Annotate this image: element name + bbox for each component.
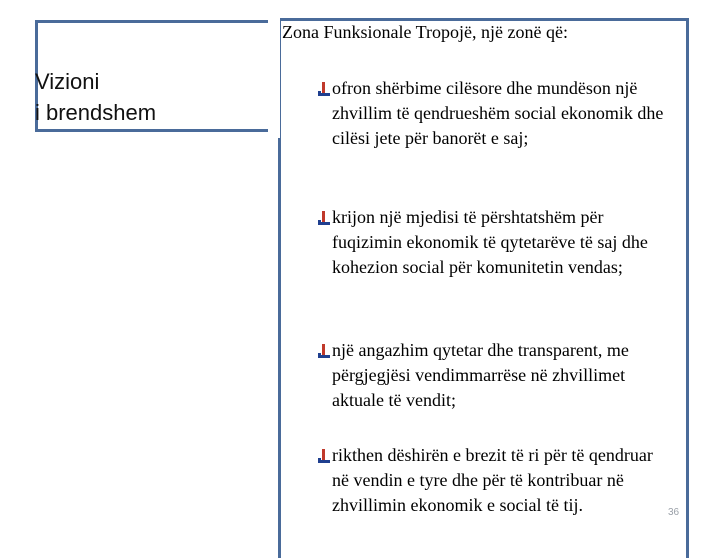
vision-label: Vizioni i brendshem xyxy=(35,69,157,125)
arrow-down-bullet-icon xyxy=(318,82,330,98)
page-number: 36 xyxy=(668,507,680,518)
bullet-text: krijon një mjedisi të përshtatshëm për fuqizimin ekonomik të qytetarëve të saj dhe kohezion social për komunitetin vendas; xyxy=(332,207,648,277)
bullet-text: një angazhim qytetar dhe transparent, me përgjegjësi vendimmarrëse në zhvillimet aktuale të vendit; xyxy=(332,340,629,410)
list-item xyxy=(318,76,670,151)
list-item xyxy=(318,205,670,280)
arrow-down-bullet-icon xyxy=(318,449,330,465)
bullet-text: ofron shërbime cilësore dhe mundëson një zhvillim të qendrueshëm social ekonomik dhe cilësi jete për banorët e saj; xyxy=(332,78,664,148)
bullet-text: rikthen dëshirën e brezit të ri për të qendruar në vendin e tyre dhe për të kontribuar në zhvillimin ekonomik e social të tij. xyxy=(332,445,653,515)
list-item xyxy=(318,338,670,413)
arrow-down-bullet-icon xyxy=(318,211,330,227)
slide-title: Zona Funksionale Tropojë, një zonë që: xyxy=(282,22,568,42)
frame-gap xyxy=(268,14,280,138)
arrow-down-bullet-icon xyxy=(318,344,330,360)
list-item xyxy=(318,443,670,518)
